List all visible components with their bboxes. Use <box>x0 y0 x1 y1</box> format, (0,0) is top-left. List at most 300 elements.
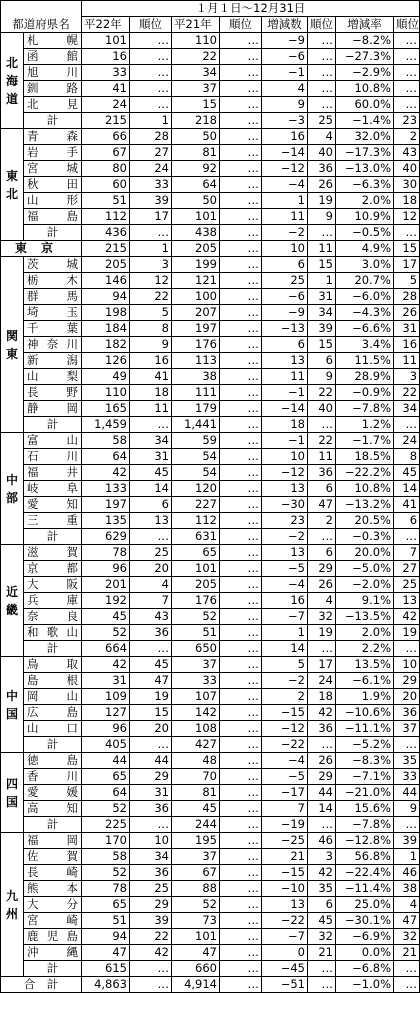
value-rate: 2.0% <box>336 193 394 209</box>
value-h22: 65 <box>82 897 130 913</box>
value-h22: 96 <box>82 721 130 737</box>
rank-diff: 21 <box>308 945 336 961</box>
table-row <box>1 433 420 449</box>
value-diff: −25 <box>262 833 308 849</box>
rank-h21: … <box>220 497 262 513</box>
grand-total-row <box>1 977 420 993</box>
prefecture-name: 山 形 <box>24 193 82 209</box>
rank-h21: … <box>220 273 262 289</box>
prefecture-name: 佐 賀 <box>24 849 82 865</box>
table-row <box>1 449 420 465</box>
value-diff: −51 <box>262 977 308 993</box>
value-diff: 16 <box>262 129 308 145</box>
table-row <box>1 81 420 97</box>
rank-h21: … <box>220 705 262 721</box>
rank-h22: … <box>130 977 172 993</box>
prefecture-name: 大 分 <box>24 897 82 913</box>
value-h22: 184 <box>82 321 130 337</box>
value-h21: 113 <box>172 353 220 369</box>
rank-rate: … <box>394 529 420 545</box>
rank-h22: … <box>130 529 172 545</box>
rank-h22: 45 <box>130 657 172 673</box>
rank-rate: … <box>394 961 420 977</box>
table-row <box>1 929 420 945</box>
rank-diff: 22 <box>308 433 336 449</box>
rank-h22: 47 <box>130 673 172 689</box>
region-label: 九州 <box>6 888 19 921</box>
rank-rate: 36 <box>394 705 420 721</box>
region-name <box>1 33 24 129</box>
rank-h21: … <box>220 65 262 81</box>
rank-rate: 14 <box>394 481 420 497</box>
value-h21: 112 <box>172 513 220 529</box>
value-rate: −13.5% <box>336 609 394 625</box>
rank-diff: 19 <box>308 193 336 209</box>
rank-diff: 32 <box>308 609 336 625</box>
rank-diff: … <box>308 417 336 433</box>
table-row <box>1 65 420 81</box>
table-row <box>1 673 420 689</box>
prefecture-name: 札 幌 <box>24 33 82 49</box>
value-h21: 195 <box>172 833 220 849</box>
prefecture-name: 福 島 <box>24 209 82 225</box>
rank-h21: … <box>220 465 262 481</box>
value-rate: −6.0% <box>336 289 394 305</box>
rank-rate: … <box>394 417 420 433</box>
rank-h22: 4 <box>130 577 172 593</box>
value-rate: 4.9% <box>336 241 394 257</box>
rank-diff: 34 <box>308 305 336 321</box>
subtotal-label: 計 <box>24 113 82 129</box>
value-h22: 201 <box>82 577 130 593</box>
table-row <box>1 209 420 225</box>
rank-rate: 3 <box>394 369 420 385</box>
value-h22: 146 <box>82 273 130 289</box>
value-rate: −11.4% <box>336 881 394 897</box>
value-h21: 176 <box>172 337 220 353</box>
value-h21: 48 <box>172 753 220 769</box>
value-h22: 31 <box>82 673 130 689</box>
prefecture-name: 徳 島 <box>24 753 82 769</box>
value-rate: −13.0% <box>336 161 394 177</box>
rank-h22: 1 <box>130 241 172 257</box>
rank-h21: … <box>220 289 262 305</box>
value-h21: 101 <box>172 561 220 577</box>
region-name: 東京 <box>1 241 82 257</box>
rank-h21: … <box>220 577 262 593</box>
rank-diff: 6 <box>308 897 336 913</box>
rank-h21: … <box>220 769 262 785</box>
rank-rate: 26 <box>394 305 420 321</box>
value-h22: 24 <box>82 97 130 113</box>
rank-h22: 25 <box>130 545 172 561</box>
rank-h22: 34 <box>130 433 172 449</box>
rank-diff: 45 <box>308 913 336 929</box>
value-rate: 1.2% <box>336 417 394 433</box>
value-h21: 34 <box>172 65 220 81</box>
rank-h21: … <box>220 449 262 465</box>
rank-h22: 7 <box>130 593 172 609</box>
rank-rate: 13 <box>394 593 420 609</box>
rank-diff: 24 <box>308 673 336 689</box>
rank-rate: 32 <box>394 929 420 945</box>
value-rate: −6.8% <box>336 961 394 977</box>
value-diff: 13 <box>262 545 308 561</box>
value-diff: 13 <box>262 353 308 369</box>
value-h21: 81 <box>172 145 220 161</box>
rank-h22: … <box>130 817 172 833</box>
rank-h21: … <box>220 257 262 273</box>
value-rate: −1.7% <box>336 433 394 449</box>
rank-rate: 20 <box>394 689 420 705</box>
rank-diff: 26 <box>308 753 336 769</box>
subtotal-row <box>1 225 420 241</box>
rank-h21: … <box>220 385 262 401</box>
value-diff: 11 <box>262 209 308 225</box>
value-h21: 199 <box>172 257 220 273</box>
prefecture-name: 鳥 取 <box>24 657 82 673</box>
table-row <box>1 609 420 625</box>
rank-rate: 31 <box>394 321 420 337</box>
value-rate: −21.0% <box>336 785 394 801</box>
rank-h21: … <box>220 689 262 705</box>
table-row <box>1 833 420 849</box>
rank-diff: … <box>308 225 336 241</box>
prefecture-name: 北 見 <box>24 97 82 113</box>
rank-rate: 19 <box>394 625 420 641</box>
rank-h22: 12 <box>130 273 172 289</box>
value-diff: −2 <box>262 225 308 241</box>
value-diff: 18 <box>262 417 308 433</box>
prefecture-name: 岐 阜 <box>24 481 82 497</box>
rank-h22: 29 <box>130 769 172 785</box>
value-h22: 165 <box>82 401 130 417</box>
rank-h21: … <box>220 113 262 129</box>
value-h21: 54 <box>172 449 220 465</box>
value-diff: −5 <box>262 769 308 785</box>
value-rate: −1.0% <box>336 977 394 993</box>
rank-rate: 28 <box>394 289 420 305</box>
rank-h22: … <box>130 417 172 433</box>
table-row <box>1 129 420 145</box>
table-row <box>1 145 420 161</box>
prefecture-name: 釧 路 <box>24 81 82 97</box>
value-h21: 50 <box>172 129 220 145</box>
value-diff: 14 <box>262 641 308 657</box>
value-diff: −12 <box>262 465 308 481</box>
table-row <box>1 721 420 737</box>
rank-diff: 39 <box>308 321 336 337</box>
value-diff: 10 <box>262 241 308 257</box>
value-diff: −12 <box>262 721 308 737</box>
prefecture-name: 山 梨 <box>24 369 82 385</box>
value-diff: 4 <box>262 81 308 97</box>
rank-h21: … <box>220 145 262 161</box>
table-row <box>1 689 420 705</box>
table-row <box>1 353 420 369</box>
value-rate: −30.1% <box>336 913 394 929</box>
rank-h21: … <box>220 81 262 97</box>
value-diff: −12 <box>262 161 308 177</box>
value-diff: 10 <box>262 449 308 465</box>
rank-diff: 36 <box>308 721 336 737</box>
rank-diff: 15 <box>308 337 336 353</box>
rank-h22: 43 <box>130 609 172 625</box>
prefecture-name: 鹿児島 <box>24 929 82 945</box>
rank-h21: … <box>220 193 262 209</box>
rank-diff: … <box>308 49 336 65</box>
value-h21: 110 <box>172 33 220 49</box>
value-h22: 101 <box>82 33 130 49</box>
value-rate: −13.2% <box>336 497 394 513</box>
table-row <box>1 321 420 337</box>
rank-rate: … <box>394 817 420 833</box>
value-h22: 33 <box>82 65 130 81</box>
rank-h22: … <box>130 65 172 81</box>
table-row <box>1 497 420 513</box>
rank-h21: … <box>220 817 262 833</box>
value-h21: 205 <box>172 241 220 257</box>
rank-rate: 40 <box>394 161 420 177</box>
rank-diff: 1 <box>308 273 336 289</box>
rank-rate: 47 <box>394 913 420 929</box>
rank-h22: 18 <box>130 385 172 401</box>
subtotal-label: 計 <box>24 737 82 753</box>
rank-rate: … <box>394 65 420 81</box>
rank-h22: 31 <box>130 449 172 465</box>
table-body <box>1 1 420 993</box>
value-rate: 56.8% <box>336 849 394 865</box>
rank-h21: … <box>220 353 262 369</box>
region-label: 中国 <box>6 688 19 721</box>
subtotal-label: 計 <box>24 961 82 977</box>
value-h22: 52 <box>82 801 130 817</box>
value-h21: 101 <box>172 209 220 225</box>
prefecture-name: 函 館 <box>24 49 82 65</box>
rank-h21: … <box>220 513 262 529</box>
value-diff: 21 <box>262 849 308 865</box>
table-row <box>1 577 420 593</box>
prefecture-name: 高 知 <box>24 801 82 817</box>
value-rate: 20.0% <box>336 545 394 561</box>
diff-rank-header: 順位 <box>308 17 336 33</box>
prefecture-name: 新 潟 <box>24 353 82 369</box>
rank-h21: … <box>220 481 262 497</box>
prefecture-name: 大 阪 <box>24 577 82 593</box>
rank-rate: … <box>394 641 420 657</box>
table-row <box>1 513 420 529</box>
subtotal-row <box>1 737 420 753</box>
value-diff: 1 <box>262 193 308 209</box>
table-row <box>1 897 420 913</box>
value-h22: 4,863 <box>82 977 130 993</box>
prefecture-name: 愛 知 <box>24 497 82 513</box>
value-diff: −9 <box>262 305 308 321</box>
rank-h22: 31 <box>130 785 172 801</box>
rank-h21: … <box>220 33 262 49</box>
value-h22: 47 <box>82 945 130 961</box>
value-h21: 100 <box>172 289 220 305</box>
value-h21: 70 <box>172 769 220 785</box>
value-h22: 135 <box>82 513 130 529</box>
value-h21: 142 <box>172 705 220 721</box>
rank-h22: 28 <box>130 129 172 145</box>
subtotal-row <box>1 417 420 433</box>
region-label: 東北 <box>6 168 19 201</box>
rank-diff: 26 <box>308 577 336 593</box>
value-rate: −1.4% <box>336 113 394 129</box>
prefecture-name: 静 岡 <box>24 401 82 417</box>
table-row <box>1 177 420 193</box>
value-h21: 244 <box>172 817 220 833</box>
value-h21: 50 <box>172 193 220 209</box>
region-name <box>1 753 24 833</box>
value-rate: 15.6% <box>336 801 394 817</box>
rank-h22: 44 <box>130 753 172 769</box>
value-rate: 25.0% <box>336 897 394 913</box>
value-rate: 0.0% <box>336 945 394 961</box>
rank-h21: … <box>220 977 262 993</box>
value-diff: 2 <box>262 689 308 705</box>
value-h22: 64 <box>82 449 130 465</box>
value-h21: 54 <box>172 465 220 481</box>
value-rate: −22.2% <box>336 465 394 481</box>
rank-rate: 22 <box>394 385 420 401</box>
rank-rate: 27 <box>394 561 420 577</box>
rank-h21: … <box>220 833 262 849</box>
h22-rank-header: 順位 <box>130 17 172 33</box>
grand-total-label: 合 計 <box>1 977 82 993</box>
value-h21: 67 <box>172 865 220 881</box>
value-diff: −15 <box>262 865 308 881</box>
rank-h21: … <box>220 929 262 945</box>
rank-h21: … <box>220 545 262 561</box>
value-diff: 5 <box>262 657 308 673</box>
value-rate: 10.8% <box>336 81 394 97</box>
value-diff: −4 <box>262 753 308 769</box>
table-row <box>1 273 420 289</box>
value-h21: 15 <box>172 97 220 113</box>
value-h21: 81 <box>172 785 220 801</box>
rank-rate: 1 <box>394 849 420 865</box>
prefecture-name: 群 馬 <box>24 289 82 305</box>
value-h22: 58 <box>82 849 130 865</box>
rank-diff: … <box>308 961 336 977</box>
value-h21: 121 <box>172 273 220 289</box>
rank-rate: 4 <box>394 897 420 913</box>
value-diff: 13 <box>262 481 308 497</box>
rank-h21: … <box>220 721 262 737</box>
rank-rate: … <box>394 33 420 49</box>
rank-diff: 18 <box>308 689 336 705</box>
rank-h21: … <box>220 897 262 913</box>
period-header: １月１日～12月31日 <box>82 1 420 17</box>
value-diff: 13 <box>262 897 308 913</box>
subtotal-row <box>1 641 420 657</box>
rank-h21: … <box>220 913 262 929</box>
prefecture-name: 広 島 <box>24 705 82 721</box>
value-h21: 197 <box>172 321 220 337</box>
rank-diff: 36 <box>308 465 336 481</box>
prefecture-name: 和歌山 <box>24 625 82 641</box>
value-h22: 615 <box>82 961 130 977</box>
rank-rate: 44 <box>394 785 420 801</box>
rank-h21: … <box>220 225 262 241</box>
value-diff: −1 <box>262 385 308 401</box>
value-h21: 205 <box>172 577 220 593</box>
subtotal-row <box>1 113 420 129</box>
prefecture-name: 宮 崎 <box>24 913 82 929</box>
rank-h22: 41 <box>130 369 172 385</box>
rank-diff: … <box>308 81 336 97</box>
value-rate: −6.9% <box>336 929 394 945</box>
value-diff: 1 <box>262 625 308 641</box>
rank-h22: 39 <box>130 913 172 929</box>
prefecture-name: 滋 賀 <box>24 545 82 561</box>
rank-rate: 46 <box>394 865 420 881</box>
value-h21: 37 <box>172 849 220 865</box>
prefecture-name: 岡 山 <box>24 689 82 705</box>
value-rate: −27.3% <box>336 49 394 65</box>
value-diff: −1 <box>262 65 308 81</box>
value-rate: −10.6% <box>336 705 394 721</box>
value-diff: 25 <box>262 273 308 289</box>
subtotal-row <box>1 817 420 833</box>
rank-h22: 36 <box>130 625 172 641</box>
rank-rate: 39 <box>394 833 420 849</box>
rank-diff: 40 <box>308 145 336 161</box>
rank-h22: 42 <box>130 945 172 961</box>
table-row <box>1 369 420 385</box>
value-h21: 101 <box>172 929 220 945</box>
rank-diff: 32 <box>308 929 336 945</box>
value-diff: −14 <box>262 145 308 161</box>
rank-h21: … <box>220 961 262 977</box>
rank-diff: 42 <box>308 705 336 721</box>
table-row <box>1 465 420 481</box>
value-diff: 6 <box>262 337 308 353</box>
rank-diff: 26 <box>308 177 336 193</box>
rank-h22: … <box>130 641 172 657</box>
value-h22: 64 <box>82 785 130 801</box>
rank-h21: … <box>220 209 262 225</box>
rank-diff: 9 <box>308 369 336 385</box>
prefecture-name: 兵 庫 <box>24 593 82 609</box>
rank-h22: 33 <box>130 177 172 193</box>
subtotal-label: 計 <box>24 225 82 241</box>
value-diff: −7 <box>262 929 308 945</box>
rank-h21: … <box>220 177 262 193</box>
rank-rate: 24 <box>394 433 420 449</box>
prefecture-name: 宮 城 <box>24 161 82 177</box>
value-h21: 52 <box>172 609 220 625</box>
value-h22: 60 <box>82 177 130 193</box>
rank-h22: 10 <box>130 833 172 849</box>
rank-diff: 4 <box>308 129 336 145</box>
value-diff: −3 <box>262 113 308 129</box>
value-rate: 28.9% <box>336 369 394 385</box>
rank-rate: … <box>394 97 420 113</box>
value-h21: 92 <box>172 161 220 177</box>
rate-rank-header: 順位 <box>394 17 420 33</box>
value-diff: −2 <box>262 529 308 545</box>
value-rate: −22.4% <box>336 865 394 881</box>
prefecture-name: 島 根 <box>24 673 82 689</box>
table-row <box>1 193 420 209</box>
rank-h21: … <box>220 753 262 769</box>
table-row <box>1 625 420 641</box>
rank-h22: 9 <box>130 337 172 353</box>
